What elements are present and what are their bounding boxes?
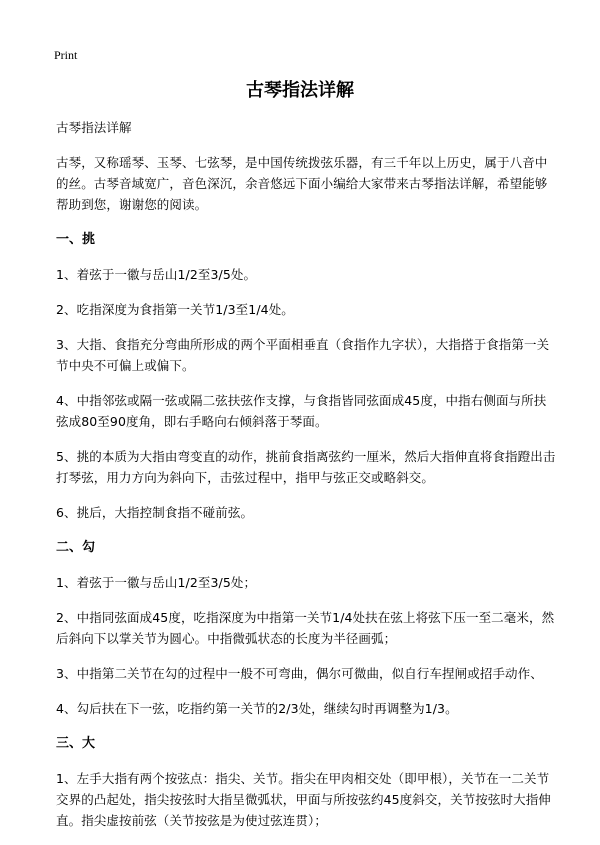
list-item: 3、中指第二关节在勾的过程中一般不可弯曲，偶尔可微曲，似自行车捏闸或招手动作、 <box>56 666 543 681</box>
list-item: 1、着弦于一徽与岳山1/2至3/5处。 <box>56 267 257 282</box>
article-subtitle: 古琴指法详解 <box>56 120 132 135</box>
list-item: 1、着弦于一徽与岳山1/2至3/5处； <box>56 575 257 590</box>
list-item: 2、中指同弦面成45度，吃指深度为中指第一关节1/4处扶在弦上将弦下压一至二毫米，然后斜向下以掌关节为圆心。中指微弧状态的长度为半径画弧； <box>56 610 555 646</box>
list-item: 5、挑的本质为大指由弯变直的动作，挑前食指离弦约一厘米，然后大指伸直将食指蹬出击打琴弦，用力方向为斜向下，击弦过程中，指甲与弦正交或略斜交。 <box>56 449 556 485</box>
section-heading: 一、挑 <box>56 232 96 247</box>
list-item: 6、挑后，大指控制食指不碰前弦。 <box>56 505 254 520</box>
list-item: 2、吃指深度为食指第一关节1/3至1/4处。 <box>56 302 294 317</box>
section-heading: 二、勾 <box>56 540 96 555</box>
section-heading: 三、大 <box>56 736 96 751</box>
page-title: 古琴指法详解 <box>246 80 354 101</box>
list-item: 3、大指、食指充分弯曲所形成的两个平面相垂直（食指作九字状），大指搭于食指第一关节中央不可偏上或偏下。 <box>56 337 550 373</box>
list-item: 1、左手大指有两个按弦点：指尖、关节。指尖在甲肉相交处（即甲根），关节在一二关节交界的凸起处，指尖按弦时大指呈微弧状，甲面与所按弦约45度斜交，关节按弦时大指伸直。指尖虚按前弦（关节按弦是为使过弦连贯）； <box>56 771 551 828</box>
print-link[interactable]: Print <box>54 48 78 62</box>
list-item: 4、中指邻弦或隔一弦或隔二弦扶弦作支撑，与食指皆同弦面成45度，中指右侧面与所扶弦成80至90度角，即右手略向右倾斜落于琴面。 <box>56 393 547 429</box>
article-body <box>56 117 556 845</box>
intro-paragraph: 古琴，又称瑶琴、玉琴、七弦琴，是中国传统拨弦乐器，有三千年以上历史，属于八音中的丝。古琴音域宽广，音色深沉，余音悠远下面小编给大家带来古琴指法详解，希望能够帮助到您，谢谢您的阅读。 <box>56 155 548 212</box>
list-item: 4、勾后扶在下一弦，吃指约第一关节的2/3处，继续勾时再调整为1/3。 <box>56 701 458 716</box>
